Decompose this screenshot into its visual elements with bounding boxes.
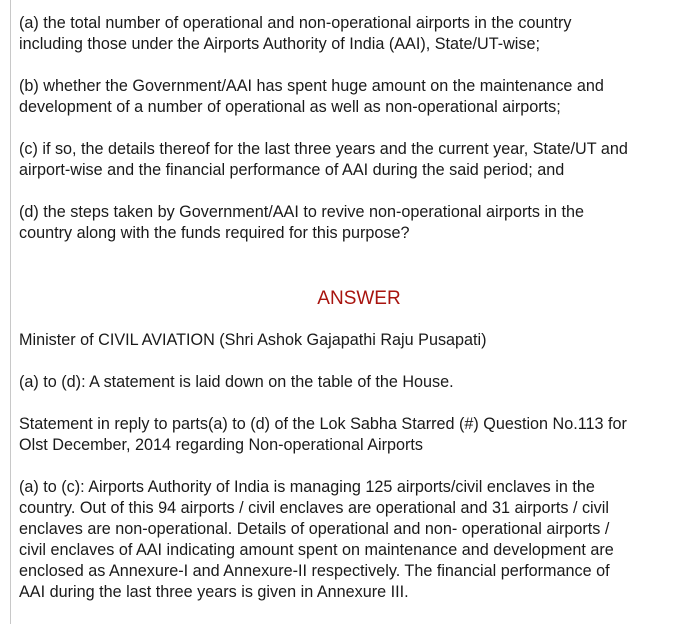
question-c — [19, 139, 679, 181]
answer-details-line-6: AAI during the last three years is given in Annexure III. — [19, 583, 409, 601]
statement-reply-line-2: Olst December, 2014 regarding Non-operational Airports — [19, 436, 424, 454]
answer-details-line-4: civil enclaves of AAI indicating amount spent on maintenance and development are — [19, 541, 614, 559]
question-d-line-2: country along with the funds required for this purpose? — [19, 224, 410, 242]
question-b-line-1: (b) whether the Government/AAI has spent huge amount on the maintenance and — [19, 77, 604, 95]
question-c-line-1: (c) if so, the details thereof for the last three years and the current year, State/UT and — [19, 140, 628, 158]
question-a-line-1: (a) the total number of operational and non-operational airports in the country — [19, 14, 572, 32]
document-body — [19, 13, 679, 624]
statement-reply — [19, 414, 679, 456]
question-c-line-2: airport-wise and the financial performance of AAI during the said period; and — [19, 161, 565, 179]
question-d-line-1: (d) the steps taken by Government/AAI to revive non-operational airports in the — [19, 203, 585, 221]
minister-line: Minister of CIVIL AVIATION (Shri Ashok Gajapathi Raju Pusapati) — [19, 331, 487, 349]
statement-laid: (a) to (d): A statement is laid down on the table of the House. — [19, 373, 454, 391]
question-b-line-2: development of a number of operational as well as non-operational airports; — [19, 98, 561, 116]
question-a — [19, 13, 679, 55]
question-a-line-2: including those under the Airports Authority of India (AAI), State/UT-wise; — [19, 35, 540, 53]
answer-details — [19, 477, 679, 603]
answer-details-line-3: enclaves are non-operational. Details of operational and non- operational airports / — [19, 520, 610, 538]
answer-details-line-1: (a) to (c): Airports Authority of India is managing 125 airports/civil enclaves in the — [19, 478, 595, 496]
question-d — [19, 202, 679, 244]
answer-heading: ANSWER — [317, 288, 401, 309]
statement-reply-line-1: Statement in reply to parts(a) to (d) of the Lok Sabha Starred (#) Question No.113 for — [19, 415, 627, 433]
answer-details-line-2: country. Out of this 94 airports / civil enclaves are operational and 31 airports / civil — [19, 499, 609, 517]
question-b — [19, 76, 679, 118]
answer-details-line-5: enclosed as Annexure-I and Annexure-II respectively. The financial performance of — [19, 562, 610, 580]
